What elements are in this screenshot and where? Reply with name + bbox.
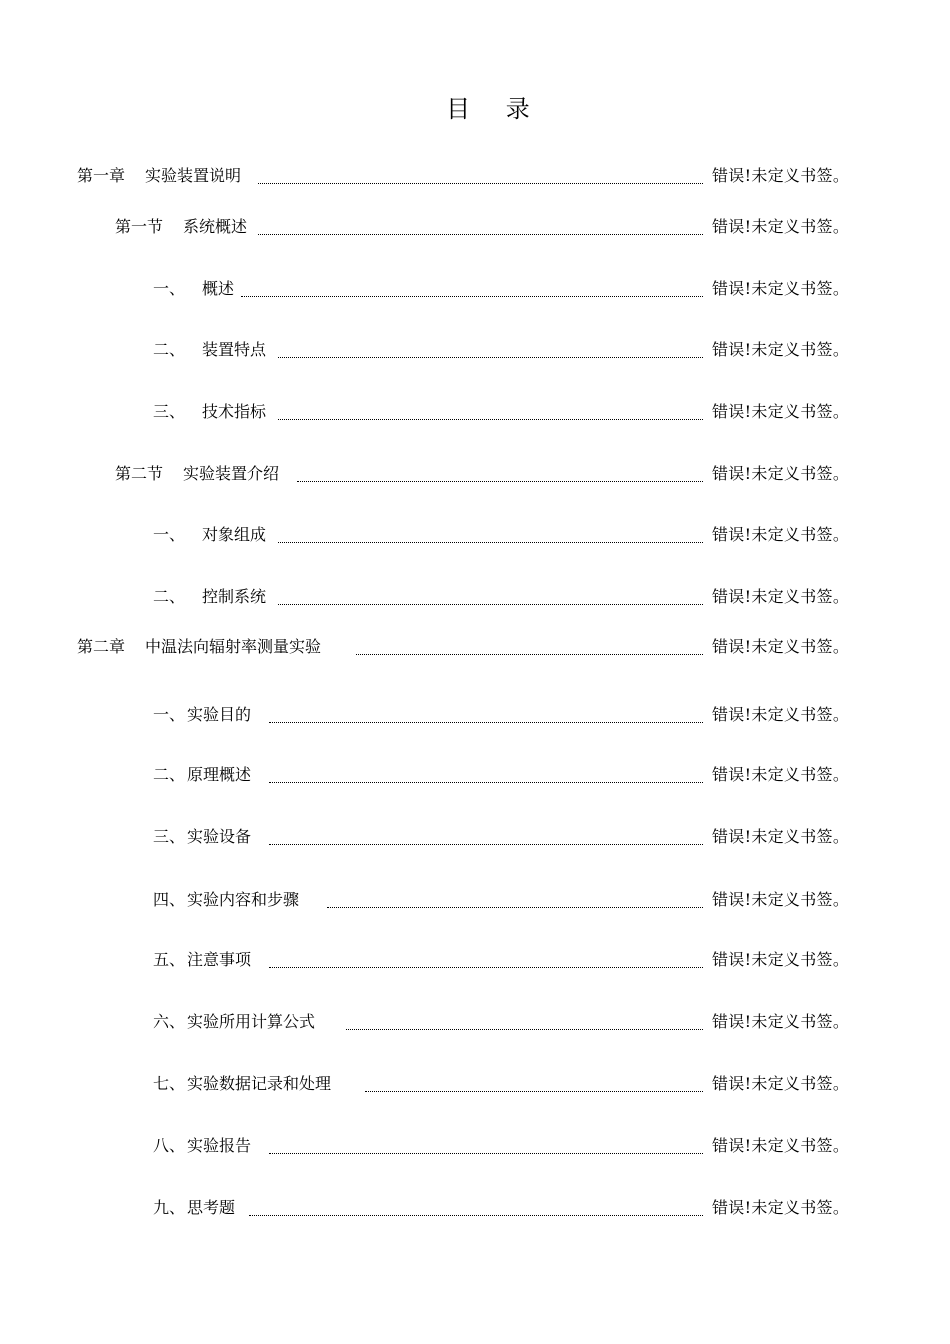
- toc-entry-page: 错误!未定义书签。: [712, 1074, 850, 1093]
- toc-entry-item[interactable]: [0, 703, 950, 727]
- toc-dot-leader: [278, 396, 703, 420]
- toc-entry-chapter-1[interactable]: [0, 164, 950, 188]
- toc-entry-number: 第一节: [115, 217, 164, 236]
- toc-entry-text: 原理概述: [187, 765, 252, 784]
- toc-title: 目 录: [446, 95, 544, 123]
- toc-entry-item[interactable]: [0, 338, 950, 362]
- toc-dot-leader: [365, 1068, 703, 1092]
- toc-entry-page: 错误!未定义书签。: [712, 1198, 850, 1217]
- toc-entry-number: 一、: [153, 525, 186, 544]
- toc-entry-number: 五、: [153, 950, 186, 969]
- toc-dot-leader: [278, 581, 703, 605]
- toc-entry-text: 装置特点: [202, 340, 267, 359]
- toc-dot-leader: [269, 759, 703, 783]
- toc-entry-page: 错误!未定义书签。: [712, 166, 850, 185]
- toc-entry-text: 实验数据记录和处理: [187, 1074, 332, 1093]
- toc-entry-page: 错误!未定义书签。: [712, 705, 850, 724]
- toc-dot-leader: [269, 699, 703, 723]
- toc-entry-page: 错误!未定义书签。: [712, 525, 850, 544]
- toc-entry-item[interactable]: [0, 888, 950, 912]
- toc-entry-text: 实验装置说明: [145, 166, 242, 185]
- toc-entry-number: 第一章: [77, 166, 126, 185]
- toc-entry-page: 错误!未定义书签。: [712, 402, 850, 421]
- toc-dot-leader: [346, 1006, 703, 1030]
- toc-entry-number: 一、: [153, 705, 186, 724]
- toc-entry-text: 控制系统: [202, 587, 267, 606]
- toc-entry-page: 错误!未定义书签。: [712, 340, 850, 359]
- toc-entry-item[interactable]: [0, 948, 950, 972]
- toc-entry-text: 实验内容和步骤: [187, 890, 300, 909]
- toc-entry-text: 实验所用计算公式: [187, 1012, 316, 1031]
- toc-entry-item[interactable]: [0, 1010, 950, 1034]
- toc-entry-text: 注意事项: [187, 950, 252, 969]
- toc-entry-number: 六、: [153, 1012, 186, 1031]
- toc-entry-item[interactable]: [0, 523, 950, 547]
- toc-entry-page: 错误!未定义书签。: [712, 1012, 850, 1031]
- toc-entry-number: 八、: [153, 1136, 186, 1155]
- toc-entry-text: 系统概述: [183, 217, 248, 236]
- toc-dot-leader: [278, 519, 703, 543]
- toc-entry-text: 实验设备: [187, 827, 252, 846]
- toc-entry-text: 思考题: [187, 1198, 236, 1217]
- toc-entry-chapter-2[interactable]: [0, 635, 950, 659]
- toc-dot-leader: [356, 631, 703, 655]
- toc-entry-number: 七、: [153, 1074, 186, 1093]
- toc-entry-text: 概述: [202, 279, 235, 298]
- toc-entry-text: 对象组成: [202, 525, 267, 544]
- toc-entry-item[interactable]: [0, 585, 950, 609]
- toc-entry-item[interactable]: [0, 825, 950, 849]
- toc-entry-text: 技术指标: [202, 402, 267, 421]
- toc-entry-page: 错误!未定义书签。: [712, 464, 850, 483]
- toc-entry-page: 错误!未定义书签。: [712, 765, 850, 784]
- toc-dot-leader: [269, 821, 703, 845]
- toc-dot-leader: [327, 884, 703, 908]
- toc-entry-number: 第二节: [115, 464, 164, 483]
- toc-entry-text: 中温法向辐射率测量实验: [145, 637, 322, 656]
- toc-entry-number: 四、: [153, 890, 186, 909]
- toc-dot-leader: [278, 334, 703, 358]
- toc-entry-text: 实验目的: [187, 705, 252, 724]
- toc-entry-page: 错误!未定义书签。: [712, 587, 850, 606]
- toc-entry-number: 九、: [153, 1198, 186, 1217]
- toc-dot-leader: [269, 1130, 703, 1154]
- toc-dot-leader: [249, 1192, 703, 1216]
- toc-entry-number: 三、: [153, 827, 186, 846]
- toc-entry-number: 一、: [153, 279, 186, 298]
- toc-entry-text: 实验报告: [187, 1136, 252, 1155]
- toc-entry-item[interactable]: [0, 1072, 950, 1096]
- toc-dot-leader: [258, 211, 703, 235]
- toc-dot-leader: [297, 458, 703, 482]
- toc-entry-page: 错误!未定义书签。: [712, 827, 850, 846]
- toc-entry-page: 错误!未定义书签。: [712, 890, 850, 909]
- toc-entry-page: 错误!未定义书签。: [712, 279, 850, 298]
- toc-entry-number: 二、: [153, 587, 186, 606]
- toc-dot-leader: [258, 160, 703, 184]
- toc-entry-page: 错误!未定义书签。: [712, 637, 850, 656]
- toc-entry-number: 第二章: [77, 637, 126, 656]
- toc-entry-item[interactable]: [0, 277, 950, 301]
- toc-entry-item[interactable]: [0, 1134, 950, 1158]
- toc-entry-item[interactable]: [0, 400, 950, 424]
- toc-entry-number: 三、: [153, 402, 186, 421]
- toc-entry-page: 错误!未定义书签。: [712, 950, 850, 969]
- toc-entry-item[interactable]: [0, 1196, 950, 1220]
- toc-entry-page: 错误!未定义书签。: [712, 217, 850, 236]
- toc-dot-leader: [241, 273, 703, 297]
- toc-entry-section-2[interactable]: [0, 462, 950, 486]
- toc-dot-leader: [269, 944, 703, 968]
- toc-entry-number: 二、: [153, 340, 186, 359]
- toc-entry-section-1[interactable]: [0, 215, 950, 239]
- toc-entry-item[interactable]: [0, 763, 950, 787]
- toc-entry-page: 错误!未定义书签。: [712, 1136, 850, 1155]
- toc-entry-text: 实验装置介绍: [183, 464, 280, 483]
- toc-entry-number: 二、: [153, 765, 186, 784]
